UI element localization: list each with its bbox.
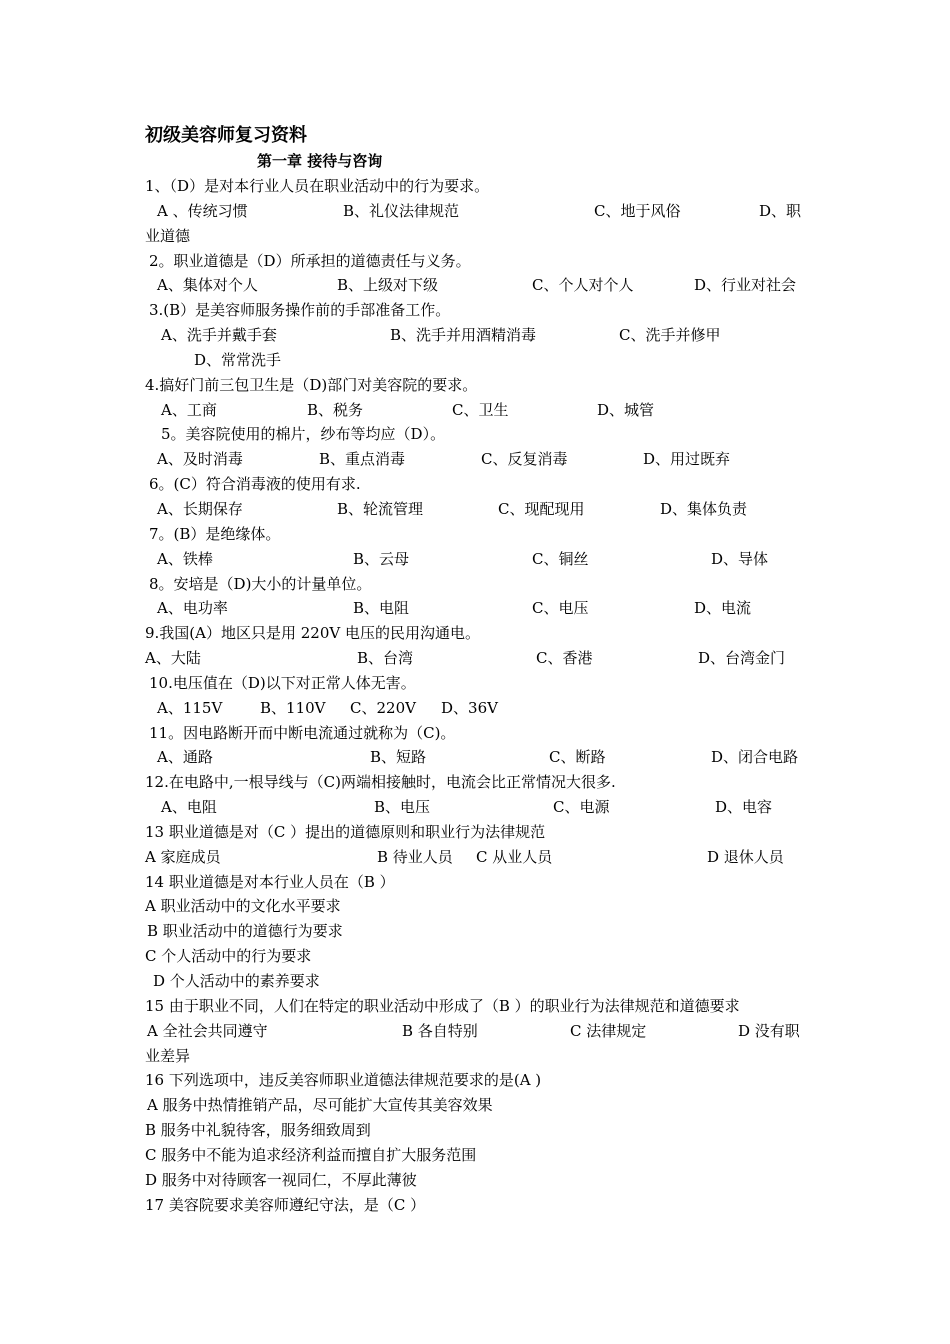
answer-option: B 待业人员 <box>377 847 453 866</box>
text-line <box>145 522 815 547</box>
answer-option: C、断路 <box>549 748 606 767</box>
answer-option: B、税务 <box>307 400 364 419</box>
text-line <box>145 596 815 621</box>
text-line <box>145 1044 815 1069</box>
text-line <box>145 1193 815 1218</box>
text-line <box>145 745 815 770</box>
text-line <box>145 348 815 373</box>
text-line <box>145 671 815 696</box>
line-text: 16 下列选项中，违反美容师职业道德法律规范要求的是(A ) <box>145 1071 542 1090</box>
text-line <box>145 199 815 224</box>
line-text: 4.搞好门前三包卫生是（D)部门对美容院的要求。 <box>145 375 478 394</box>
answer-option: C、220V <box>350 698 416 717</box>
answer-option: C、电源 <box>553 798 610 817</box>
text-line <box>145 894 815 919</box>
answer-option: D、导体 <box>711 549 769 568</box>
answer-option: C、电压 <box>532 599 589 618</box>
line-text: 2。职业道德是（D）所承担的道德责任与义务。 <box>149 251 471 270</box>
answer-option: B、云母 <box>353 549 410 568</box>
answer-option: D、集体负责 <box>660 499 748 518</box>
line-text: 1、（D）是对本行业人员在职业活动中的行为要求。 <box>145 177 490 195</box>
answer-option: C、个人对个人 <box>532 276 634 295</box>
answer-option: C 从业人员 <box>476 847 553 866</box>
text-line <box>145 323 815 348</box>
text-line <box>145 870 815 895</box>
answer-option: A、通路 <box>157 748 213 767</box>
answer-option: C、香港 <box>536 649 593 668</box>
text-line <box>145 273 815 298</box>
text-line <box>145 969 815 994</box>
text-line <box>145 994 815 1019</box>
text-line <box>145 919 815 944</box>
line-text: 5。美容院使用的棉片，纱布等均应（D）。 <box>161 425 446 444</box>
answer-option: B、110V <box>260 698 326 717</box>
answer-option: A、大陆 <box>145 649 201 668</box>
text-line <box>145 621 815 646</box>
line-text: C 服务中不能为追求经济利益而擅自扩大服务范围 <box>145 1145 477 1164</box>
answer-option: A 、传统习惯 <box>157 201 248 220</box>
answer-option: D、36V <box>441 698 498 717</box>
text-line <box>145 1118 815 1143</box>
line-text: D 个人活动中的素养要求 <box>153 972 320 990</box>
answer-option: B、重点消毒 <box>319 450 406 469</box>
answer-option: C 法律规定 <box>570 1021 647 1040</box>
line-text: 15 由于职业不同，人们在特定的职业活动中形成了（B ）的职业行为法律规范和道德要求 <box>145 996 740 1015</box>
answer-option: B、洗手并用酒精消毒 <box>390 326 537 345</box>
text-line <box>145 572 815 597</box>
line-text: C 个人活动中的行为要求 <box>145 947 312 966</box>
answer-option: D、职 <box>759 201 802 220</box>
text-line <box>145 721 815 746</box>
text-line <box>145 1168 815 1193</box>
text-line <box>145 249 815 274</box>
text-line <box>145 174 815 199</box>
text-line <box>145 472 815 497</box>
answer-option: D 没有职 <box>738 1021 800 1040</box>
answer-option: A 全社会共同遵守 <box>147 1021 268 1040</box>
answer-option: A、及时消毒 <box>157 450 243 469</box>
line-text: 9.我国(A）地区只是用 220V 电压的民用沟通电。 <box>145 624 480 643</box>
line-text: 12.在电路中,一根导线与（C)两端相接触时，电流会比正常情况大很多. <box>145 773 616 792</box>
line-text: 11。因电路断开而中断电流通过就称为（C)。 <box>149 723 456 742</box>
line-text: 8。安培是（D)大小的计量单位。 <box>149 574 372 593</box>
answer-option: C、现配现用 <box>498 499 585 518</box>
answer-option: C、洗手并修甲 <box>619 326 721 345</box>
answer-option: B、礼仪法律规范 <box>343 201 460 220</box>
line-text: 13 职业道德是对（C ）提出的道德原则和职业行为法律规范 <box>145 822 546 841</box>
document-title: 初级美容师复习资料 <box>145 125 307 146</box>
chapter-heading: 第一章 接待与咨询 <box>257 152 383 170</box>
answer-option: D、行业对社会 <box>694 276 797 295</box>
answer-option: B、电阻 <box>353 599 410 618</box>
answer-option: A、电功率 <box>157 599 228 618</box>
text-line <box>145 1093 815 1118</box>
answer-option: B 各自特别 <box>402 1021 478 1040</box>
answer-option: D、城管 <box>597 400 655 419</box>
answer-option: A 家庭成员 <box>145 847 221 866</box>
answer-option: C、铜丝 <box>532 549 589 568</box>
answer-option: B、台湾 <box>357 649 414 668</box>
text-line <box>145 795 815 820</box>
line-text: 6。(C）符合消毒液的使用有求. <box>149 475 361 494</box>
text-line <box>145 944 815 969</box>
text-line <box>145 224 815 249</box>
text-line <box>145 298 815 323</box>
answer-option: A、长期保存 <box>157 499 243 518</box>
answer-option: A、电阻 <box>161 798 217 817</box>
line-text: 7。(B）是绝缘体。 <box>149 524 281 543</box>
text-line <box>145 497 815 522</box>
text-line <box>145 547 815 572</box>
line-text: 3.(B）是美容师服务操作前的手部准备工作。 <box>149 301 451 320</box>
line-text: 业差异 <box>145 1046 191 1065</box>
text-line <box>145 398 815 423</box>
line-text: 14 职业道德是对本行业人员在（B ） <box>145 872 395 891</box>
line-text: 业道德 <box>145 226 191 245</box>
line-text: 17 美容院要求美容师遵纪守法，是（C ） <box>145 1195 426 1214</box>
line-text: B 服务中礼貌待客，服务细致周到 <box>145 1121 371 1140</box>
answer-option: A、集体对个人 <box>157 276 258 295</box>
text-line <box>145 422 815 447</box>
line-text: B 职业活动中的道德行为要求 <box>147 922 343 941</box>
answer-option: A、工商 <box>161 400 217 419</box>
question-list <box>145 174 815 1217</box>
answer-option: C、地于风俗 <box>594 201 681 220</box>
answer-option: B、电压 <box>374 798 431 817</box>
answer-option: A、115V <box>157 698 223 717</box>
text-line <box>145 696 815 721</box>
line-text: D、常常洗手 <box>194 350 282 369</box>
answer-option: D、台湾金门 <box>698 649 786 668</box>
answer-option: B、上级对下级 <box>337 276 439 295</box>
text-line <box>145 845 815 870</box>
answer-option: D、用过既弃 <box>643 450 731 469</box>
line-text: D 服务中对待顾客一视同仁，不厚此薄彼 <box>145 1170 417 1189</box>
answer-option: B、短路 <box>370 748 427 767</box>
text-line <box>145 770 815 795</box>
text-line <box>145 1143 815 1168</box>
answer-option: D 退休人员 <box>707 847 784 866</box>
answer-option: A、洗手并戴手套 <box>161 326 277 345</box>
answer-option: C、卫生 <box>452 400 509 419</box>
answer-option: A、铁棒 <box>157 549 213 568</box>
text-line <box>145 1068 815 1093</box>
answer-option: D、电流 <box>694 599 752 618</box>
text-line <box>145 373 815 398</box>
text-line <box>145 646 815 671</box>
answer-option: D、电容 <box>715 798 773 817</box>
answer-option: C、反复消毒 <box>481 450 568 469</box>
answer-option: B、轮流管理 <box>337 499 424 518</box>
line-text: 10.电压值在（D)以下对正常人体无害。 <box>149 673 416 692</box>
line-text: A 职业活动中的文化水平要求 <box>145 897 341 916</box>
line-text: A 服务中热情推销产品，尽可能扩大宣传其美容效果 <box>147 1096 493 1115</box>
text-line <box>145 447 815 472</box>
answer-option: D、闭合电路 <box>711 748 799 767</box>
text-line <box>145 1019 815 1044</box>
text-line <box>145 820 815 845</box>
